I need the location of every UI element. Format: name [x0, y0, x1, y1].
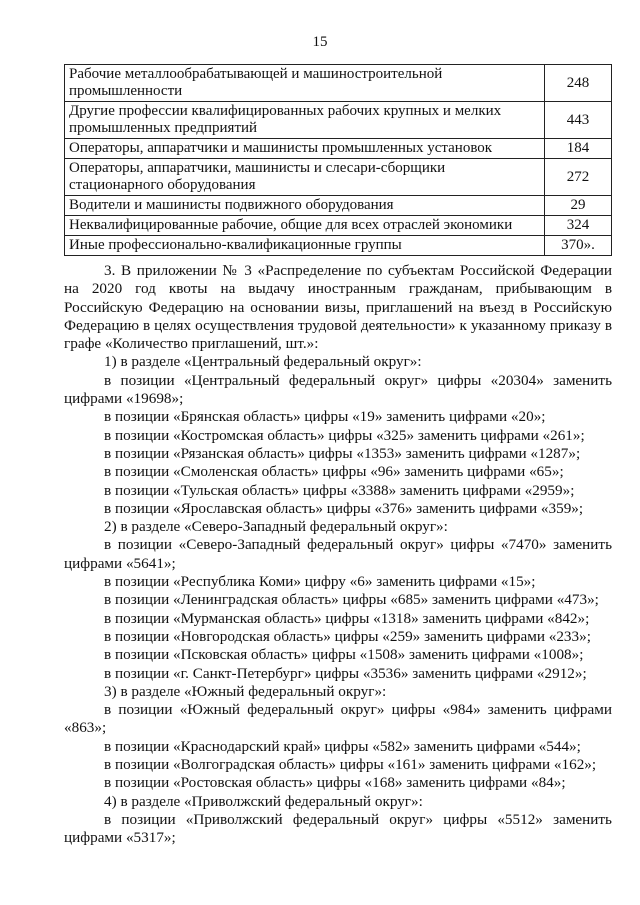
list-item: в позиции «Ленинградская область» цифры «685» заменить цифрами «473»;	[104, 591, 599, 609]
section-heading-central: 1) в разделе «Центральный федеральный округ»:	[104, 353, 422, 371]
table-cell-label: Операторы, аппаратчики и машинисты промышленных установок	[65, 139, 545, 159]
table-cell-value: 370».	[545, 236, 612, 256]
list-item: в позиции «Псковская область» цифры «1508» заменить цифрами «1008»;	[104, 646, 584, 664]
table-cell-value: 324	[545, 216, 612, 236]
page-number: 15	[312, 34, 328, 50]
list-item: в позиции «Краснодарский край» цифры «582» заменить цифрами «544»;	[104, 737, 581, 755]
list-item: в позиции «Новгородская область» цифры «259» заменить цифрами «233»;	[104, 627, 591, 645]
document-body	[64, 262, 612, 848]
list-item: в позиции «Республика Коми» цифру «6» заменить цифрами «15»;	[104, 573, 536, 591]
table-row	[65, 196, 612, 216]
list-item: в позиции «г. Санкт-Петербург» цифры «3536» заменить цифрами «2912»;	[104, 664, 587, 682]
paragraph-item-3: 3. В приложении № 3 «Распределение по субъектам Российской Федерации на 2020 год квоты на выдачу иностранным гражданам, прибывающим в Российскую Федерацию на основании визы, приглашений на въезд в Российскую Федерацию в целях осуществления трудовой деятельности» к указанному приказу в графе «Количество приглашений, шт.»:	[64, 262, 612, 353]
list-item: в позиции «Ярославская область» цифры «376» заменить цифрами «359»;	[104, 499, 584, 517]
list-item: в позиции «Южный федеральный округ» цифры «984» заменить цифрами «863»;	[64, 701, 612, 737]
list-item: в позиции «Брянская область» цифры «19» заменить цифрами «20»;	[104, 408, 546, 426]
section-heading-northwest: 2) в разделе «Северо-Западный федеральный округ»:	[104, 518, 448, 536]
table-cell-value: 248	[545, 65, 612, 102]
table-cell-value: 29	[545, 196, 612, 216]
quota-table	[64, 64, 612, 256]
table-row	[65, 236, 612, 256]
table-cell-label: Другие профессии квалифицированных рабочих крупных и мелких промышленных предприятий	[65, 102, 545, 139]
list-item: в позиции «Северо-Западный федеральный округ» цифры «7470» заменить цифрами «5641»;	[64, 536, 612, 572]
list-item: в позиции «Волгоградская область» цифры «161» заменить цифрами «162»;	[104, 756, 597, 774]
table-cell-label: Неквалифицированные рабочие, общие для всех отраслей экономики	[65, 216, 545, 236]
table-row	[65, 216, 612, 236]
table-cell-value: 272	[545, 159, 612, 196]
table-cell-value: 443	[545, 102, 612, 139]
list-item: в позиции «Костромская область» цифры «325» заменить цифрами «261»;	[104, 426, 585, 444]
list-item: в позиции «Рязанская область» цифры «1353» заменить цифрами «1287»;	[104, 444, 581, 462]
list-item: в позиции «Смоленская область» цифры «96» заменить цифрами «65»;	[104, 463, 564, 481]
list-item: в позиции «Центральный федеральный округ» цифры «20304» заменить цифрами «19698»;	[64, 371, 612, 408]
table-cell-label: Операторы, аппаратчики, машинисты и слесари-сборщики стационарного оборудования	[65, 159, 545, 196]
section-heading-south: 3) в разделе «Южный федеральный округ»:	[104, 682, 387, 700]
list-item: в позиции «Приволжский федеральный округ» цифры «5512» заменить цифрами «5317»;	[64, 810, 612, 847]
table-cell-label: Иные профессионально-квалификационные группы	[65, 236, 545, 256]
table-cell-label: Водители и машинисты подвижного оборудования	[65, 196, 545, 216]
table-row	[65, 139, 612, 159]
table-row	[65, 159, 612, 196]
list-item: в позиции «Ростовская область» цифры «168» заменить цифрами «84»;	[104, 774, 566, 792]
list-item: в позиции «Мурманская область» цифры «1318» заменить цифрами «842»;	[104, 609, 590, 627]
list-item: в позиции «Тульская область» цифры «3388» заменить цифрами «2959»;	[104, 481, 575, 499]
table-row	[65, 102, 612, 139]
section-heading-volga: 4) в разделе «Приволжский федеральный округ»:	[104, 792, 423, 810]
table-row	[65, 65, 612, 102]
table-cell-label: Рабочие металлообрабатывающей и машиностроительной промышленности	[65, 65, 545, 102]
table-cell-value: 184	[545, 139, 612, 159]
